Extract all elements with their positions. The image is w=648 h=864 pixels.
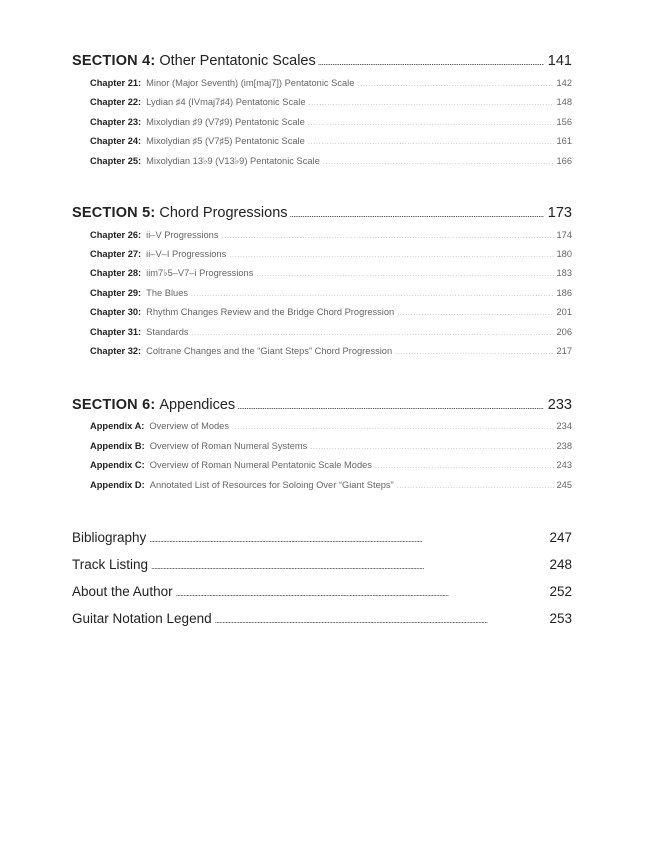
entry-page: 142	[556, 78, 572, 88]
dot-leader	[229, 252, 554, 259]
entry-label: Chapter 26:	[90, 230, 142, 240]
dot-leader	[357, 81, 554, 88]
dot-leader	[176, 588, 546, 598]
section-6-heading	[72, 397, 572, 413]
entry-title: iim7♭5–V7–i Progressions	[146, 268, 254, 278]
entry-label: Chapter 30:	[90, 307, 142, 317]
entry-label: Chapter 25:	[90, 156, 142, 166]
dot-leader	[308, 120, 555, 127]
entry-title: Lydian ♯4 (IVmaj7♯4) Pentatonic Scale	[146, 97, 306, 107]
entry-page: 156	[556, 117, 572, 127]
dot-leader	[308, 139, 555, 146]
entry-page: 174	[556, 230, 572, 240]
entry-page: 252	[549, 584, 572, 599]
toc-entry	[90, 156, 572, 167]
entry-label: Chapter 27:	[90, 249, 142, 259]
toc-entry	[90, 97, 572, 107]
entry-title: Overview of Modes	[149, 421, 229, 431]
section-label: SECTION 4:	[72, 53, 156, 69]
entry-page: 248	[549, 557, 572, 572]
toc-entry	[90, 307, 572, 317]
entry-title: Coltrane Changes and the “Giant Steps” Chord Progression	[146, 346, 393, 356]
entry-title: Mixolydian ♯5 (V7♯5) Pentatonic Scale	[146, 136, 305, 146]
dot-leader	[395, 349, 554, 356]
entry-title: Overview of Roman Numeral Pentatonic Scale Modes	[149, 460, 372, 470]
section-title: Chord Progressions	[159, 205, 288, 221]
toc-entry	[90, 441, 572, 451]
entry-page: 161	[556, 136, 572, 146]
entry-page: 206	[556, 327, 572, 337]
entry-page: 148	[556, 97, 572, 107]
entry-label: Chapter 28:	[90, 268, 142, 278]
entry-title: About the Author	[72, 584, 173, 599]
dot-leader	[310, 444, 554, 451]
entry-page: 186	[556, 288, 572, 298]
dot-leader	[151, 561, 545, 571]
dot-leader	[191, 291, 554, 298]
dot-leader	[237, 401, 544, 411]
entry-title: Bibliography	[72, 530, 147, 545]
entry-title: The Blues	[146, 288, 189, 298]
entry-title: Mixolydian ♯9 (V7♯9) Pentatonic Scale	[146, 117, 305, 127]
entry-label: Appendix D:	[90, 480, 145, 490]
dot-leader	[375, 463, 555, 470]
section-title: Appendices	[159, 397, 236, 413]
entry-label: Appendix B:	[90, 441, 145, 451]
dot-leader	[397, 483, 555, 490]
dot-leader	[318, 57, 544, 67]
back-matter-entry	[72, 584, 572, 599]
entry-title: ii–V–I Progressions	[146, 249, 227, 259]
dot-leader	[222, 233, 555, 240]
back-matter-entry	[72, 611, 572, 626]
page-number: 233	[547, 397, 572, 413]
entry-page: 253	[549, 611, 572, 626]
dot-leader	[192, 330, 555, 337]
entry-title: Minor (Major Seventh) (im[maj7]) Pentatonic Scale	[146, 78, 355, 88]
entry-label: Chapter 21:	[90, 78, 142, 88]
toc-entry	[90, 460, 572, 470]
entry-page: 245	[556, 480, 572, 490]
dot-leader	[323, 159, 555, 166]
dot-leader	[256, 271, 554, 278]
toc-entry	[90, 117, 572, 127]
dot-leader	[149, 534, 545, 544]
toc-entry	[90, 249, 572, 259]
dot-leader	[309, 100, 555, 107]
entry-title: Annotated List of Resources for Soloing Over “Giant Steps”	[149, 480, 394, 490]
entry-title: Overview of Roman Numeral Systems	[149, 441, 308, 451]
entry-label: Chapter 32:	[90, 346, 142, 356]
entry-page: 180	[556, 249, 572, 259]
entry-page: 217	[556, 346, 572, 356]
section-4-heading	[72, 53, 572, 69]
dot-leader	[290, 209, 544, 219]
page-number: 141	[547, 53, 572, 69]
entry-label: Chapter 22:	[90, 97, 142, 107]
toc-entry	[90, 230, 572, 240]
toc-entry	[90, 421, 572, 431]
entry-label: Chapter 23:	[90, 117, 142, 127]
section-label: SECTION 5:	[72, 205, 156, 221]
entry-page: 243	[556, 460, 572, 470]
entry-page: 238	[556, 441, 572, 451]
toc-entry	[90, 327, 572, 337]
section-title: Other Pentatonic Scales	[159, 53, 316, 69]
back-matter-entry	[72, 530, 572, 545]
toc-entry	[90, 346, 572, 356]
section-5-heading	[72, 205, 572, 221]
entry-title: ii–V Progressions	[146, 230, 219, 240]
entry-label: Chapter 29:	[90, 288, 142, 298]
entry-title: Standards	[146, 327, 189, 337]
entry-title: Mixolydian 13♭9 (V13♭9) Pentatonic Scale	[146, 156, 320, 166]
entry-page: 247	[549, 530, 572, 545]
entry-page: 201	[556, 307, 572, 317]
entry-title: Rhythm Changes Review and the Bridge Chord Progression	[146, 307, 395, 317]
page-number: 173	[547, 205, 572, 221]
dot-leader	[397, 310, 554, 317]
toc-entry	[90, 136, 572, 146]
entry-label: Appendix A:	[90, 421, 145, 431]
entry-label: Chapter 24:	[90, 136, 142, 146]
toc-entry	[90, 480, 572, 490]
toc-entry	[90, 78, 572, 88]
section-label: SECTION 6:	[72, 397, 156, 413]
back-matter-entry	[72, 557, 572, 572]
dot-leader	[215, 615, 546, 625]
entry-page: 183	[556, 268, 572, 278]
entry-page: 166	[556, 156, 572, 166]
entry-label: Appendix C:	[90, 460, 145, 470]
entry-title: Guitar Notation Legend	[72, 611, 212, 626]
entry-label: Chapter 31:	[90, 327, 142, 337]
entry-page: 234	[556, 421, 572, 431]
toc-entry	[90, 268, 572, 279]
toc-entry	[90, 288, 572, 298]
dot-leader	[232, 424, 555, 431]
entry-title: Track Listing	[72, 557, 149, 572]
